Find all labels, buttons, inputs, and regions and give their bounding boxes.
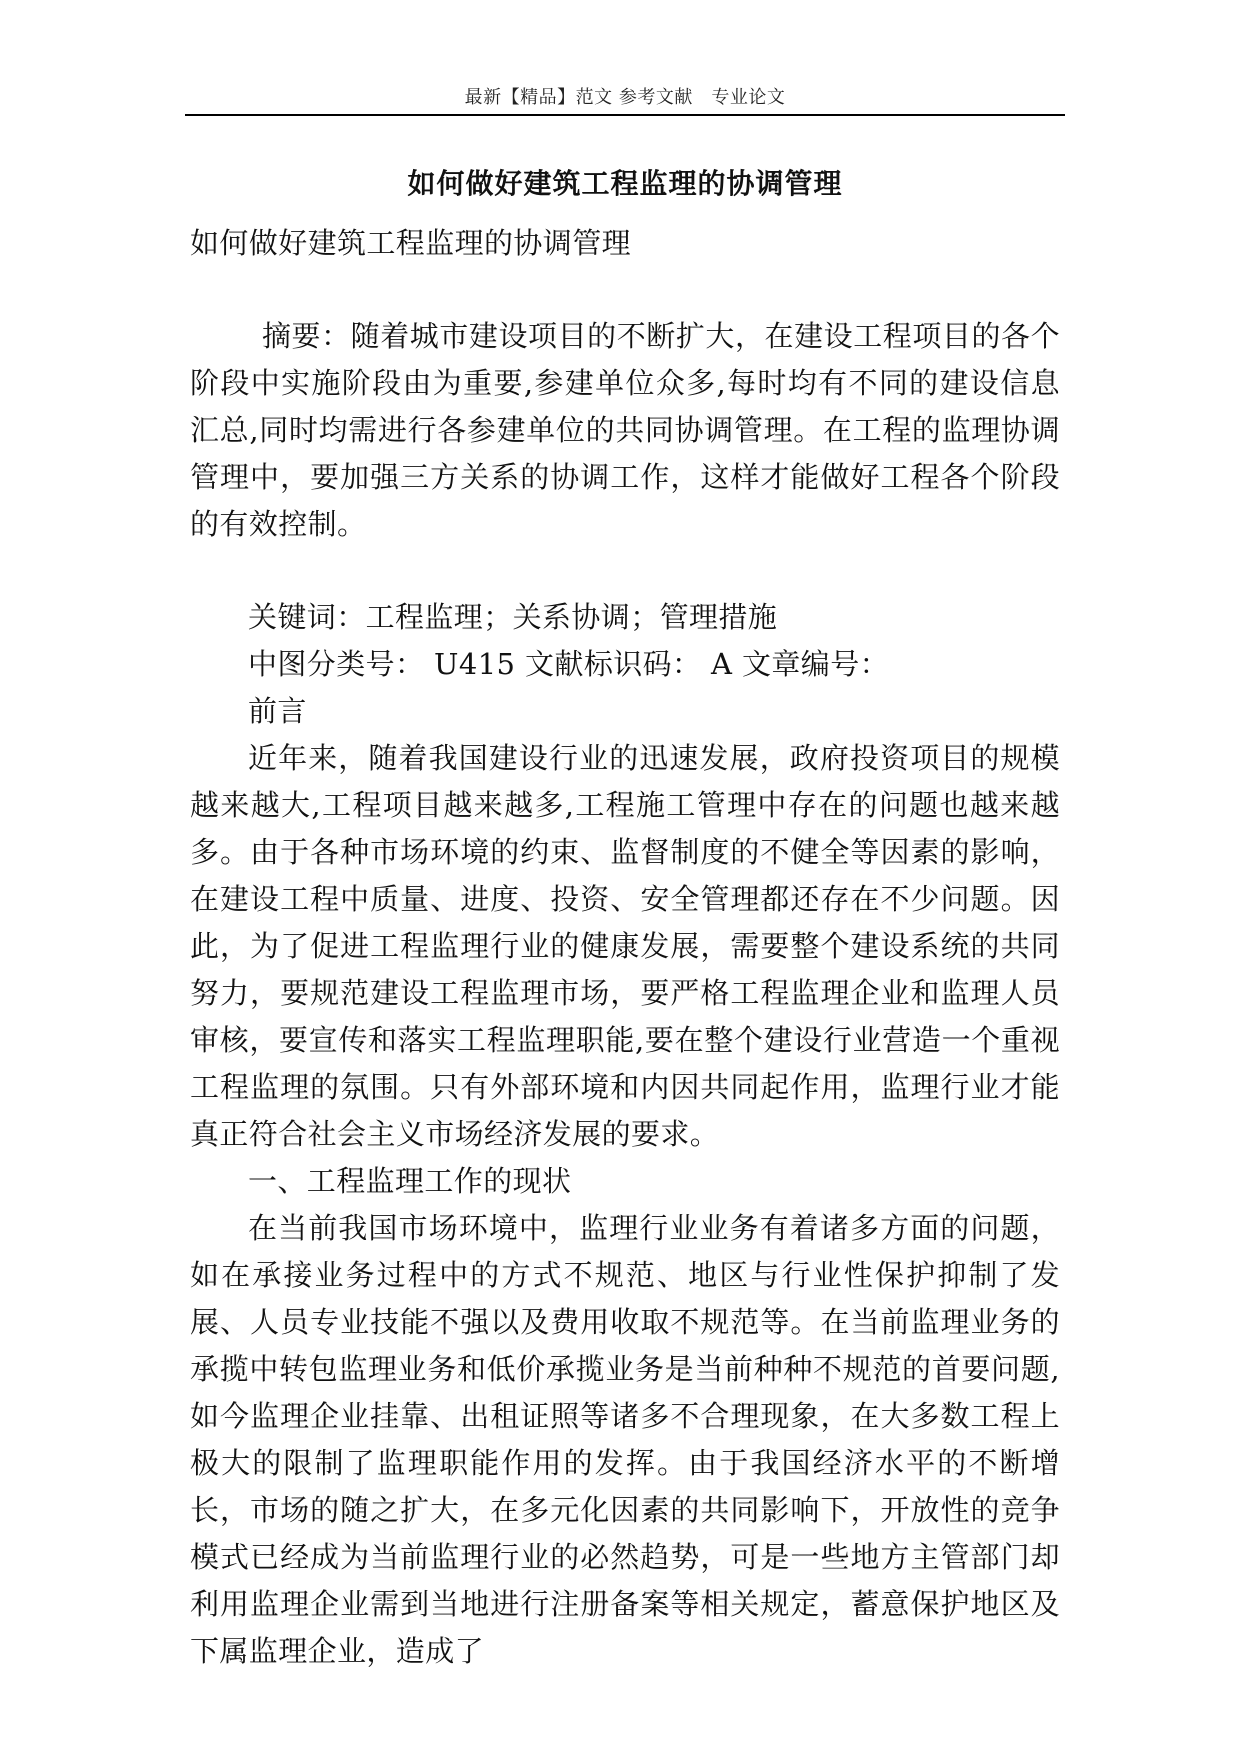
preface-heading: 前言 (248, 694, 307, 728)
abstract-paragraph: 摘要：随着城市建设项目的不断扩大，在建设工程项目的各个阶段中实施阶段由为重要,参建单位众多,每时均有不同的建设信息汇总,同时均需进行各参建单位的共同协调管理。在工程的监理协调管理中，要加强三方关系的协调工作，这样才能做好工程各个阶段的有效控制。 (190, 319, 1060, 541)
section-1-paragraph: 在当前我国市场环境中，监理行业业务有着诸多方面的问题，如在承接业务过程中的方式不规范、地区与行业性保护抑制了发展、人员专业技能不强以及费用收取不规范等。在当前监理业务的承揽中转包监理业务和低价承揽业务是当前种种不规范的首要问题,如今监理企业挂靠、出租证照等诸多不合理现象，在大多数工程上极大的限制了监理职能作用的发挥。由于我国经济水平的不断增长，市场的随之扩大，在多元化因素的共同影响下，开放性的竞争模式已经成为当前监理行业的必然趋势，可是一些地方主管部门却利用监理企业需到当地进行注册备案等相关规定，蓄意保护地区及下属监理企业，造成了 (190, 1211, 1060, 1668)
preface-paragraph: 近年来，随着我国建设行业的迅速发展，政府投资项目的规模越来越大,工程项目越来越多,工程施工管理中存在的问题也越来越多。由于各种市场环境的约束、监督制度的不健全等因素的影响，在建设工程中质量、进度、投资、安全管理都还存在不少问题。因此，为了促进工程监理行业的健康发展，需要整个建设系统的共同努力，要规范建设工程监理市场，要严格工程监理企业和监理人员审核，要宣传和落实工程监理职能,要在整个建设行业营造一个重视工程监理的氛围。只有外部环境和内因共同起作用，监理行业才能真正符合社会主义市场经济发展的要求。 (190, 741, 1060, 1151)
running-header: 最新【精品】范文 参考文献 专业论文 (464, 87, 786, 108)
document-body (190, 220, 1060, 1675)
header-divider (185, 114, 1065, 116)
classification-line: 中图分类号： U415 文献标识码： A 文章编号： (248, 647, 890, 681)
paragraph-gap (190, 548, 1060, 594)
section-1-heading: 一、工程监理工作的现状 (248, 1164, 572, 1198)
document-title: 如何做好建筑工程监理的协调管理 (407, 167, 843, 200)
keywords-line: 关键词：工程监理；关系协调；管理措施 (248, 600, 778, 634)
document-subtitle: 如何做好建筑工程监理的协调管理 (190, 226, 632, 260)
